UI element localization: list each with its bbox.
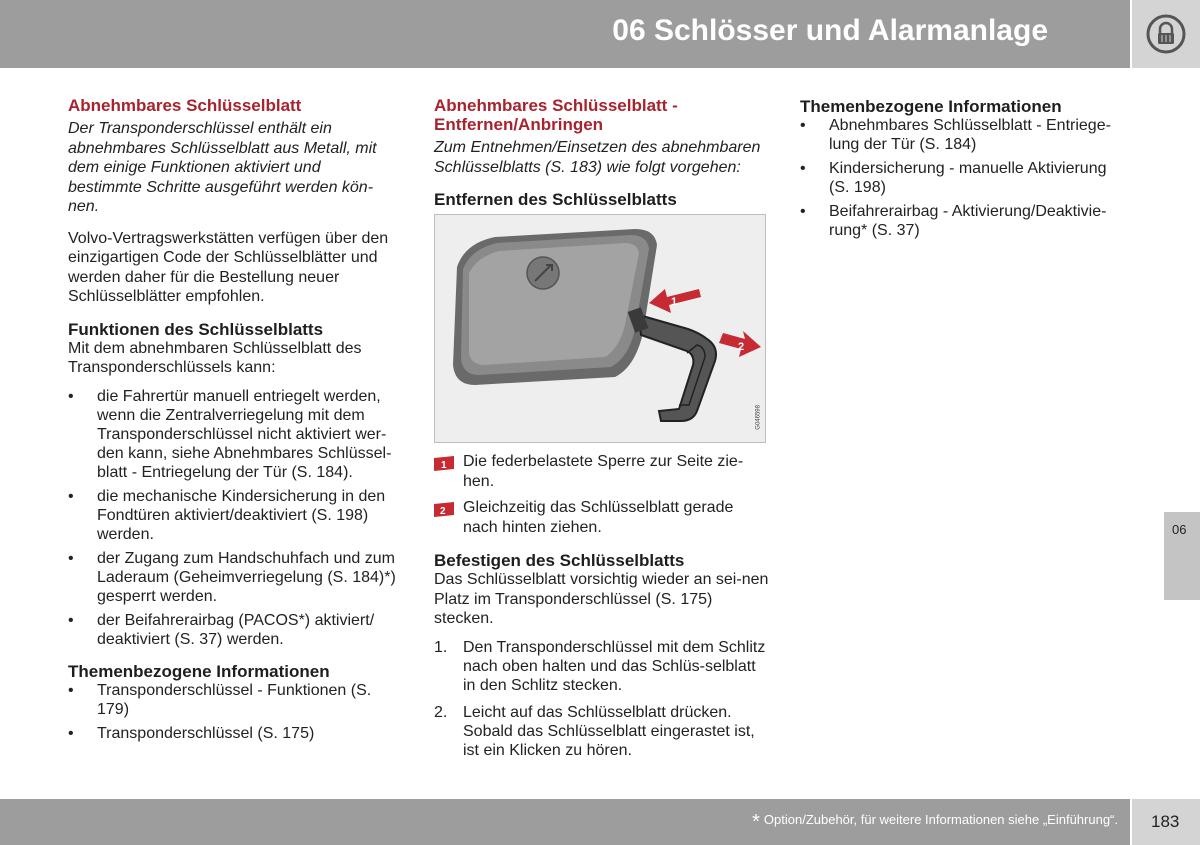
footnote-star: * xyxy=(752,811,760,833)
list-item: • die mechanische Kindersicherung in den Fondtüren aktiviert/deaktiviert (S. 198) werden. xyxy=(68,487,386,543)
key-illustration xyxy=(434,214,766,443)
numbered-list xyxy=(434,638,769,760)
intro-text: Der Transponderschlüssel enthält ein abnehmbares Schlüsselblatt aus Metall, mit dem einige Funktionen aktiviert und bestimmte Schritte ausgeführt werden kön-nen. xyxy=(68,120,377,215)
bullet: • xyxy=(800,203,806,220)
bullet: • xyxy=(68,387,74,405)
bullet: • xyxy=(68,611,74,629)
related-heading: Themenbezogene Informationen xyxy=(800,97,1062,116)
figure-label-1: 1 xyxy=(671,296,678,308)
page-number: 183 xyxy=(1151,812,1180,831)
footer-bar xyxy=(0,799,1130,845)
column-2 xyxy=(434,0,769,760)
figure-label-2: 2 xyxy=(738,341,745,353)
chapter-title: 06 Schlösser und Alarmanlage xyxy=(612,14,1048,47)
section-heading: Abnehmbares Schlüsselblatt xyxy=(68,96,302,115)
related-list xyxy=(800,116,1120,240)
bullet: • xyxy=(68,487,74,505)
lock-icon xyxy=(1146,14,1186,54)
paragraph: Volvo-Vertragswerkstätten verfügen über den einzigartigen Code der Schlüsselblätter und werden daher für die Bestellung neuer Schlüsselblätter empfohlen. xyxy=(68,229,389,305)
bullet: • xyxy=(800,117,806,134)
step-badge-1 xyxy=(434,456,454,471)
related-list xyxy=(68,681,398,743)
footnote-text: Option/Zubehör, für weitere Informationen siehe „Einführung“. xyxy=(763,812,1118,827)
related-link[interactable]: • Transponderschlüssel (S. 175) xyxy=(68,724,315,742)
bullet: • xyxy=(68,681,74,699)
list-item: • der Zugang zum Handschuhfach und zum Laderaum (Geheimverriegelung (S. 184)*) gesperrt werden. xyxy=(68,549,396,605)
step-item xyxy=(434,452,769,491)
paragraph: Das Schlüsselblatt vorsichtig wieder an sei-nen Platz im Transponderschlüssel (S. 175) stecken. xyxy=(434,571,769,627)
bullet: • xyxy=(800,160,806,177)
subheading: Entfernen des Schlüsselblatts xyxy=(434,190,677,209)
chapter-tab[interactable] xyxy=(1164,512,1200,600)
step-item xyxy=(434,498,769,537)
svg-text:1: 1 xyxy=(441,460,447,471)
list-item: 1. Den Transponderschlüssel mit dem Schlitz nach oben halten und das Schlüs-selblatt in den Schlitz stecken. xyxy=(434,638,766,694)
column-3 xyxy=(800,0,1120,240)
bullet: • xyxy=(68,724,74,742)
page-number-box xyxy=(1132,799,1200,845)
section-heading: Abnehmbares Schlüsselblatt - Entfernen/Anbringen xyxy=(434,96,678,134)
step-badge-2 xyxy=(434,502,454,517)
svg-text:2: 2 xyxy=(440,506,446,517)
figure-code: G046598 xyxy=(756,405,762,430)
subheading: Befestigen des Schlüsselblatts xyxy=(434,551,685,570)
list-item: 2. Leicht auf das Schlüsselblatt drücken. Sobald das Schlüsselblatt eingerastet ist, ist ein Klicken zu hören. xyxy=(434,703,755,759)
step-text: Gleichzeitig das Schlüsselblatt gerade nach hinten ziehen. xyxy=(463,499,734,536)
bullet-list xyxy=(68,387,398,649)
related-link[interactable]: • Abnehmbares Schlüsselblatt - Entriege-lung der Tür (S. 184) xyxy=(800,117,1111,153)
chapter-tab-label: 06 xyxy=(1172,522,1187,537)
column-1 xyxy=(68,0,398,743)
intro-text: Zum Entnehmen/Einsetzen des abnehmbaren Schlüsselblatts (S. 183) wie folgt vorgehen: xyxy=(434,139,761,176)
footnote xyxy=(752,811,1118,834)
subheading: Funktionen des Schlüsselblatts xyxy=(68,319,324,339)
key-drawing xyxy=(435,215,767,444)
list-item: • der Beifahrerairbag (PACOS*) aktiviert/ deaktiviert (S. 37) werden. xyxy=(68,611,375,648)
chapter-icon-box xyxy=(1132,0,1200,68)
related-heading: Themenbezogene Informationen xyxy=(68,661,330,681)
related-link[interactable]: • Kindersicherung - manuelle Aktivierung (S. 198) xyxy=(800,160,1107,196)
list-item: • die Fahrertür manuell entriegelt werden, wenn die Zentralverriegelung mit dem Transponderschlüssel nicht aktiviert wer-den kann, siehe Abnehmbares Schlüssel-blatt - Entriegelung der Tür (S. 184). xyxy=(68,387,392,481)
paragraph: Mit dem abnehmbaren Schlüsselblatt des Transponderschlüssels kann: xyxy=(68,339,362,376)
related-link[interactable]: • Beifahrerairbag - Aktivierung/Deaktivie-rung* (S. 37) xyxy=(800,203,1107,239)
related-link[interactable]: • Transponderschlüssel - Funktionen (S. 179) xyxy=(68,681,372,718)
step-text: Die federbelastete Sperre zur Seite zie-hen. xyxy=(463,453,744,490)
bullet: • xyxy=(68,549,74,567)
